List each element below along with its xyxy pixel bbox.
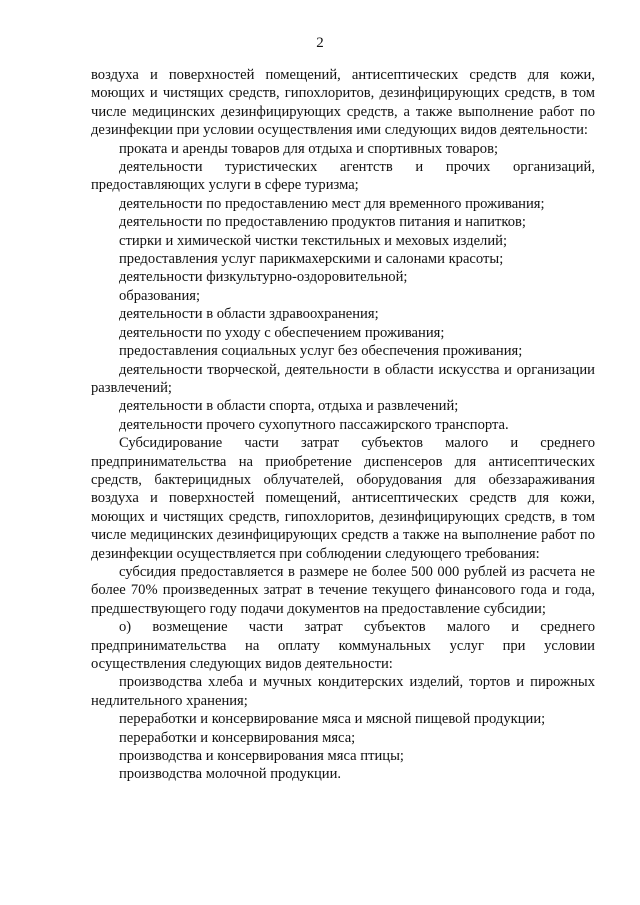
list-item: образования; (119, 287, 201, 304)
paragraph: Субсидирование части затрат субъектов малого и среднего предпринимательства на приобретение диспенсеров для антисептических средств, бактерицидных облучателей, оборудования для обеззараживания воздуха и поверхностей помещений, антисептических средств для кожи, моющих и чистящих средств, гипохлоритов, дезинфицирующих средств, в том числе медицинских дезинфицирующих средств а также на выполнение работ по дезинфекции осуществляется при соблюдении следующего требования: (91, 435, 595, 562)
list-item: проката и аренды товаров для отдыха и спортивных товаров; (119, 140, 499, 157)
list-item: производства и консервирования мяса птицы; (119, 748, 404, 765)
list-item: стирки и химической чистки текстильных и меховых изделий; (119, 232, 508, 249)
document-body (91, 66, 595, 784)
page-number: 2 (316, 35, 324, 51)
paragraph: воздуха и поверхностей помещений, антисептических средств для кожи, моющих и чистящих средств, гипохлоритов, дезинфицирующих средств, в том числе медицинских дезинфицирующих средств, а также выполнение работ по дезинфекции при условии осуществления ими следующих видов деятельности: (91, 67, 595, 139)
list-item: предоставления социальных услуг без обеспечения проживания; (119, 343, 523, 360)
paragraph: субсидия предоставляется в размере не более 500 000 рублей из расчета не более 70% произведенных затрат в течение текущего финансового года и года, предшествующего году подачи документов на предоставление субсидии; (91, 563, 595, 617)
list-item: деятельности физкультурно-оздоровительной; (119, 269, 408, 286)
list-item: переработки и консервирование мяса и мясной пищевой продукции; (119, 711, 546, 728)
list-item: производства хлеба и мучных кондитерских изделий, тортов и пирожных недлительного хранения; (91, 674, 595, 709)
list-item: предоставления услуг парикмахерскими и салонами красоты; (119, 251, 504, 268)
list-item: деятельности по предоставлению продуктов питания и напитков; (119, 214, 526, 231)
paragraph: о) возмещение части затрат субъектов малого и среднего предпринимательства на оплату коммунальных услуг при условии осуществления следующих видов деятельности: (91, 619, 595, 672)
list-item: деятельности по уходу с обеспечением проживания; (119, 324, 445, 341)
list-item: переработки и консервирования мяса; (119, 729, 356, 746)
list-item: деятельности в области спорта, отдыха и развлечений; (119, 398, 459, 415)
list-item: деятельности туристических агентств и прочих организаций, предоставляющих услуги в сфере туризма; (91, 159, 595, 194)
list-item: деятельности творческой, деятельности в области искусства и организации развлечений; (91, 361, 595, 396)
list-item: деятельности по предоставлению мест для временного проживания; (119, 195, 545, 212)
list-item: производства молочной продукции. (119, 766, 342, 783)
list-item: деятельности прочего сухопутного пассажирского транспорта. (119, 416, 509, 433)
list-item: деятельности в области здравоохранения; (119, 306, 379, 323)
